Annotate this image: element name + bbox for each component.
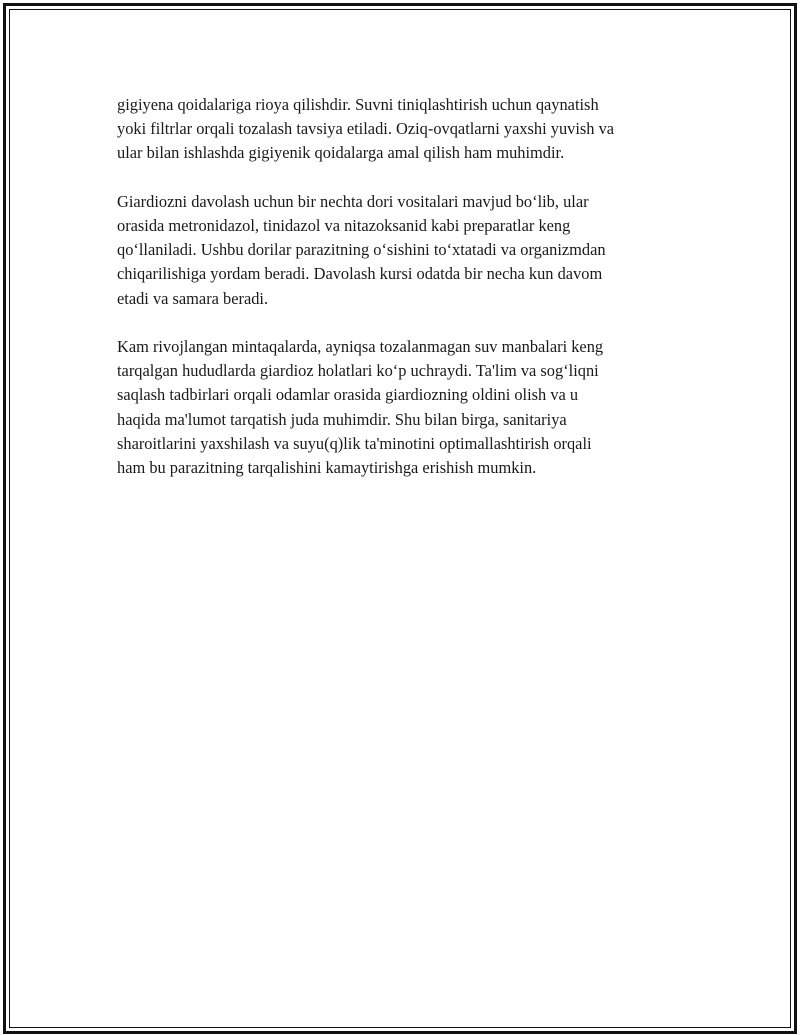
text-line: Giardiozni davolash uchun bir nechta dori vositalari mavjud bo‘lib, ular xyxy=(117,191,589,211)
text-line: haqida ma'lumot tarqatish juda muhimdir. Shu bilan birga, sanitariya xyxy=(117,409,567,429)
text-line: ham bu parazitning tarqalishini kamaytirishga erishish mumkin. xyxy=(117,458,537,478)
text-line: gigiyena qoidalariga rioya qilishdir. Suvni tiniqlashtirish uchun qaynatish xyxy=(117,95,599,114)
text-line: saqlash tadbirlari orqali odamlar orasida giardiozning oldini olish va u xyxy=(117,385,579,405)
text-line: tarqalgan hududlarda giardioz holatlari ko‘p uchraydi. Ta'lim va sog‘liqni xyxy=(117,361,599,381)
paragraph-treatment xyxy=(117,190,687,311)
text-line: orasida metronidazol, tinidazol va nitazoksanid kabi preparatlar keng xyxy=(117,216,571,235)
document-body xyxy=(117,93,687,504)
text-line: qo‘llaniladi. Ushbu dorilar parazitning o‘sishini to‘xtatadi va organizmdan xyxy=(117,240,606,260)
text-line: yoki filtrlar orqali tozalash tavsiya etiladi. Oziq-ovqatlarni yaxshi yuvish va xyxy=(117,119,615,139)
text-line: Kam rivojlangan mintaqalarda, ayniqsa tozalanmagan suv manbalari keng xyxy=(117,337,604,356)
text-line: ular bilan ishlashda gigiyenik qoidalarga amal qilish ham muhimdir. xyxy=(117,143,565,163)
paragraph-prevalence xyxy=(117,335,687,480)
text-line: etadi va samara beradi. xyxy=(117,288,269,308)
paragraph-hygiene xyxy=(117,93,687,166)
text-line: chiqarilishiga yordam beradi. Davolash kursi odatda bir necha kun davom xyxy=(117,264,603,284)
text-line: sharoitlarini yaxshilash va suyu(q)lik ta'minotini optimallashtirish orqali xyxy=(117,433,592,453)
